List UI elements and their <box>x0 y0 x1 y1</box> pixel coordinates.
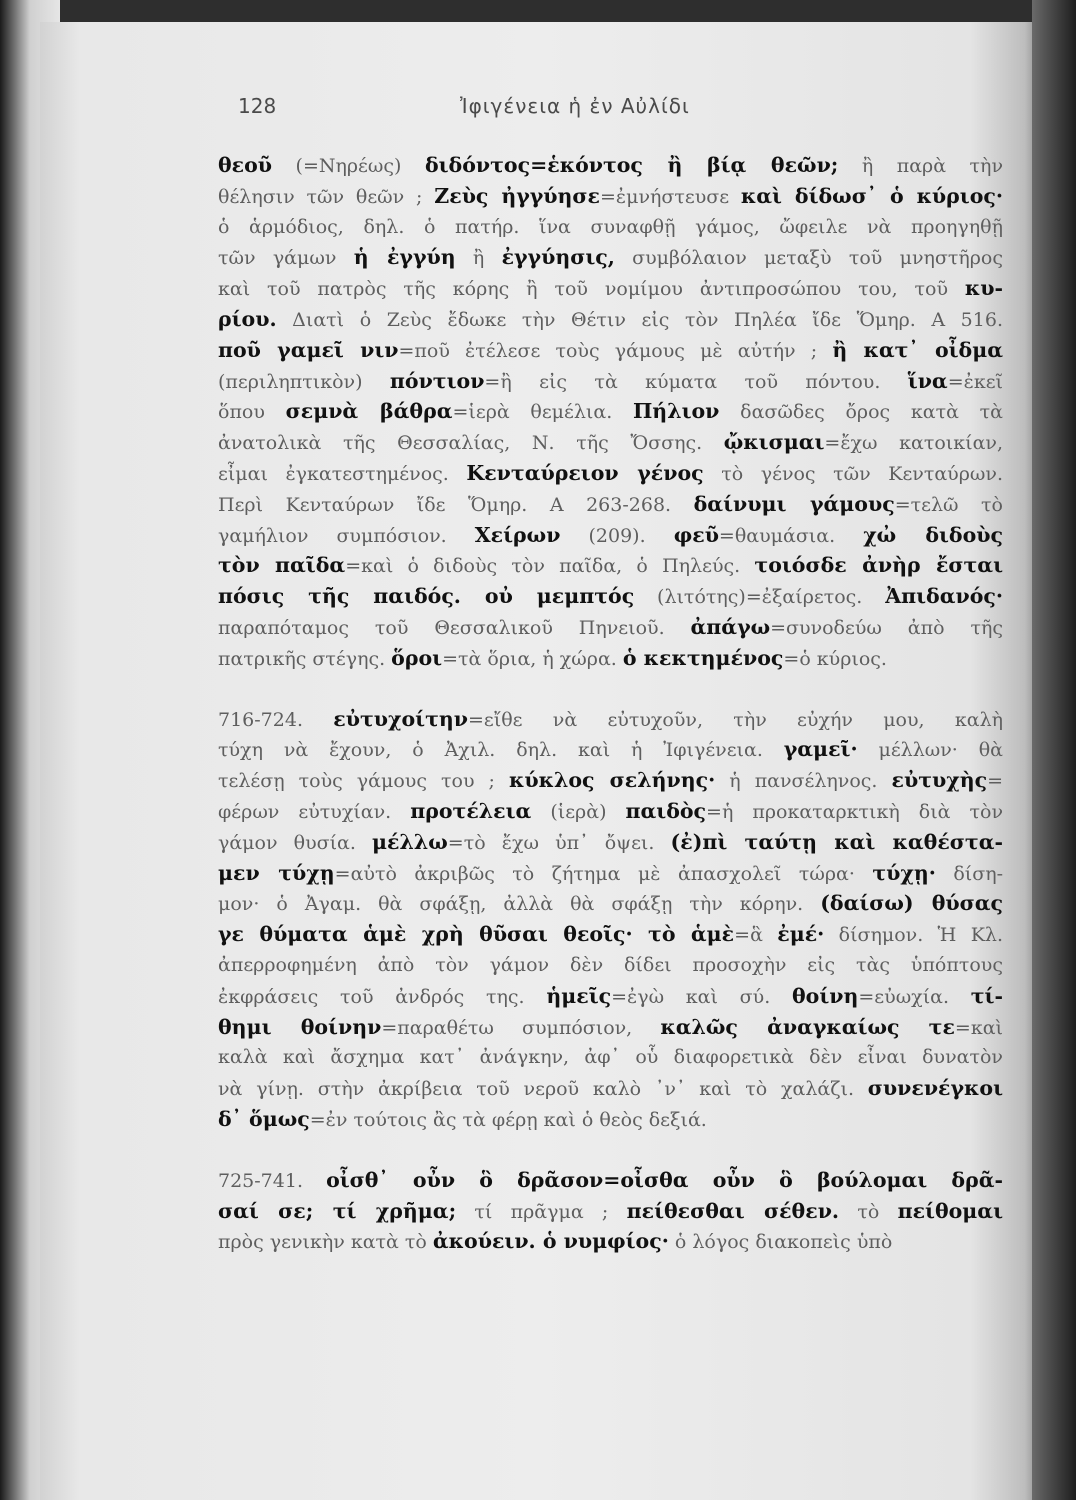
page-number: 128 <box>238 94 277 118</box>
text-line: δ᾽ ὅμως=ἐν τούτοις ἂς τὰ φέρῃ καὶ ὁ θεὸς δεξιά. <box>218 1106 707 1131</box>
running-title: Ἰφιγένεια ἡ ἐν Αὐλίδι <box>460 94 690 118</box>
commentary-paragraph <box>218 150 1003 674</box>
text-line: τελέσῃ τοὺς γάμους του ; κύκλος σελήνης· ἡ πανσέληνος. εὐτυχὴς= <box>218 768 1004 793</box>
text-line: Περὶ Κενταύρων ἴδε Ὅμηρ. Α 263-268. δαίνυμι γάμους=τελῶ τὸ <box>218 491 1003 516</box>
paragraph-gap <box>218 674 1003 704</box>
text-line: καλὰ καὶ ἄσχημα κατ᾽ ἀνάγκην, ἀφ᾽ οὗ διαφορετικὰ δὲν εἶναι δυνατὸν <box>218 1046 1003 1069</box>
text-line: τῶν γάμων ἡ ἐγγύη ἢ ἐγγύησις, συμβόλαιον μεταξὺ τοῦ μνηστῆρος <box>218 245 1004 270</box>
text-line: γαμήλιον συμπόσιον. Χείρων (209). φεῦ=θαυμάσια. χὠ διδοὺς <box>218 522 1003 547</box>
text-line: θέλησιν τῶν θεῶν ; Ζεὺς ἠγγύησε=ἐμνήστευσε καὶ δίδωσ᾽ ὁ κύριος· <box>218 183 1004 208</box>
text-line: φέρων εὐτυχίαν. προτέλεια (ἱερὰ) παιδὸς=ἡ προκαταρκτικὴ διὰ τὸν <box>218 798 1004 823</box>
book-binding-shadow <box>1032 0 1076 1500</box>
commentary-text <box>218 150 1003 1257</box>
text-line: 716-724. εὐτυχοίτην=εἴθε νὰ εὐτυχοῦν, τὴν εὐχήν μου, καλὴ <box>218 706 1003 731</box>
text-line: γε θύματα ἁμὲ χρὴ θῦσαι θεοῖς· τὸ ἁμὲ=ἃ ἐμέ· δίσημον. Ἡ Κλ. <box>218 922 1003 947</box>
text-line: σαί σε; τί χρῆμα; τί πρᾶγμα ; πείθεσθαι σέθεν. τὸ πείθομαι <box>218 1198 1003 1223</box>
text-line: μον· ὁ Ἀγαμ. θὰ σφάξῃ, ἀλλὰ θὰ σφάξῃ τὴν κόρην. (δαίσω) θύσας <box>218 891 1004 916</box>
text-line: ἐκφράσεις τοῦ ἀνδρός της. ἡμεῖς=ἐγὼ καὶ σύ. θοίνη=εὐωχία. τί- <box>218 983 1003 1008</box>
text-line: πόσις τῆς παιδός. οὐ μεμπτός (λιτότης)=ἐξαίρετος. Ἀπιδανός· <box>218 584 1003 609</box>
text-line: καὶ τοῦ πατρὸς τῆς κόρης ἢ τοῦ νομίμου ἀντιπροσώπου του, τοῦ κυ- <box>218 276 1003 301</box>
paragraph-gap <box>218 1135 1003 1165</box>
running-header <box>180 94 980 126</box>
text-line: πρὸς γενικὴν κατὰ τὸ ἀκούειν. ὁ νυμφίος· ὁ λόγος διακοπεὶς ὑπὸ <box>218 1229 893 1254</box>
text-line: νὰ γίνῃ. στὴν ἀκρίβεια τοῦ νεροῦ καλὸ ᾽ν᾽ καὶ τὸ χαλάζι. συνενέγκοι <box>218 1076 1003 1101</box>
text-line: τὸν παῖδα=καὶ ὁ διδοὺς τὸν παῖδα, ὁ Πηλεύς. τοιόσδε ἀνὴρ ἔσται <box>218 553 1004 578</box>
text-line: θημι θοίνην=παραθέτω συμπόσιον, καλῶς ἀναγκαίως τε=καὶ <box>218 1014 1003 1039</box>
text-line: ὅπου σεμνὰ βάθρα=ἱερὰ θεμέλια. Πήλιον δασῶδες ὄρος κατὰ τὰ <box>218 399 1003 424</box>
text-line: θεοῦ (=Νηρέως) διδόντος=ἑκόντος ἢ βίᾳ θεῶν; ἢ παρὰ τὴν <box>218 153 1003 177</box>
text-line: ρίου. Διατὶ ὁ Ζεὺς ἔδωκε τὴν Θέτιν εἰς τὸν Πηλέα ἴδε Ὅμηρ. Α 516. <box>218 306 1003 331</box>
text-line: παραπόταμος τοῦ Θεσσαλικοῦ Πηνειοῦ. ἀπάγω=συνοδεύω ἀπὸ τῆς <box>218 614 1003 639</box>
text-line: μεν τύχῃ=αὐτὸ ἀκριβῶς τὸ ζήτημα μὲ ἀπασχολεῖ τώρα· τύχῃ· δίση- <box>218 860 1004 885</box>
commentary-paragraph <box>218 1165 1003 1257</box>
text-line: εἶμαι ἐγκατεστημένος. Κενταύρειον γένος τὸ γένος τῶν Κενταύρων. <box>218 460 1003 485</box>
text-line: (περιληπτικὸν) πόντιον=ἢ εἰς τὰ κύματα τοῦ πόντου. ἵνα=ἐκεῖ <box>218 368 1003 393</box>
text-line: ποῦ γαμεῖ νιν=ποῦ ἐτέλεσε τοὺς γάμους μὲ αὐτήν ; ἢ κατ᾽ οἶδμα <box>218 337 1003 362</box>
text-line: πατρικῆς στέγης. ὅροι=τὰ ὅρια, ἡ χώρα. ὁ κεκτημένος=ὁ κύριος. <box>218 645 887 670</box>
text-line: ἀνατολικὰ τῆς Θεσσαλίας, Ν. τῆς Ὄσσης. ᾤκισμαι=ἔχω κατοικίαν, <box>218 430 1003 455</box>
commentary-paragraph <box>218 704 1003 1135</box>
text-line: ὁ ἁρμόδιος, δηλ. ὁ πατήρ. ἵνα συναφθῇ γάμος, ὤφειλε νὰ προηγηθῇ <box>218 215 1003 238</box>
text-line: 725-741. οἶσθ᾽ οὖν ὃ δρᾶσον=οἶσθα οὖν ὃ βούλομαι δρᾶ- <box>218 1167 1003 1192</box>
text-line: γάμον θυσία. μέλλω=τὸ ἔχω ὑπ᾽ ὄψει. (ἐ)πὶ ταύτῃ καὶ καθέστα- <box>218 829 1003 854</box>
text-line: τύχη νὰ ἔχουν, ὁ Ἀχιλ. δηλ. καὶ ἡ Ἰφιγένεια. γαμεῖ· μέλλων· θὰ <box>218 737 1003 762</box>
text-line: ἀπερροφημένη ἀπὸ τὸν γάμον δὲν δίδει προσοχὴν εἰς τὰς ὑπόπτους <box>218 953 1003 976</box>
